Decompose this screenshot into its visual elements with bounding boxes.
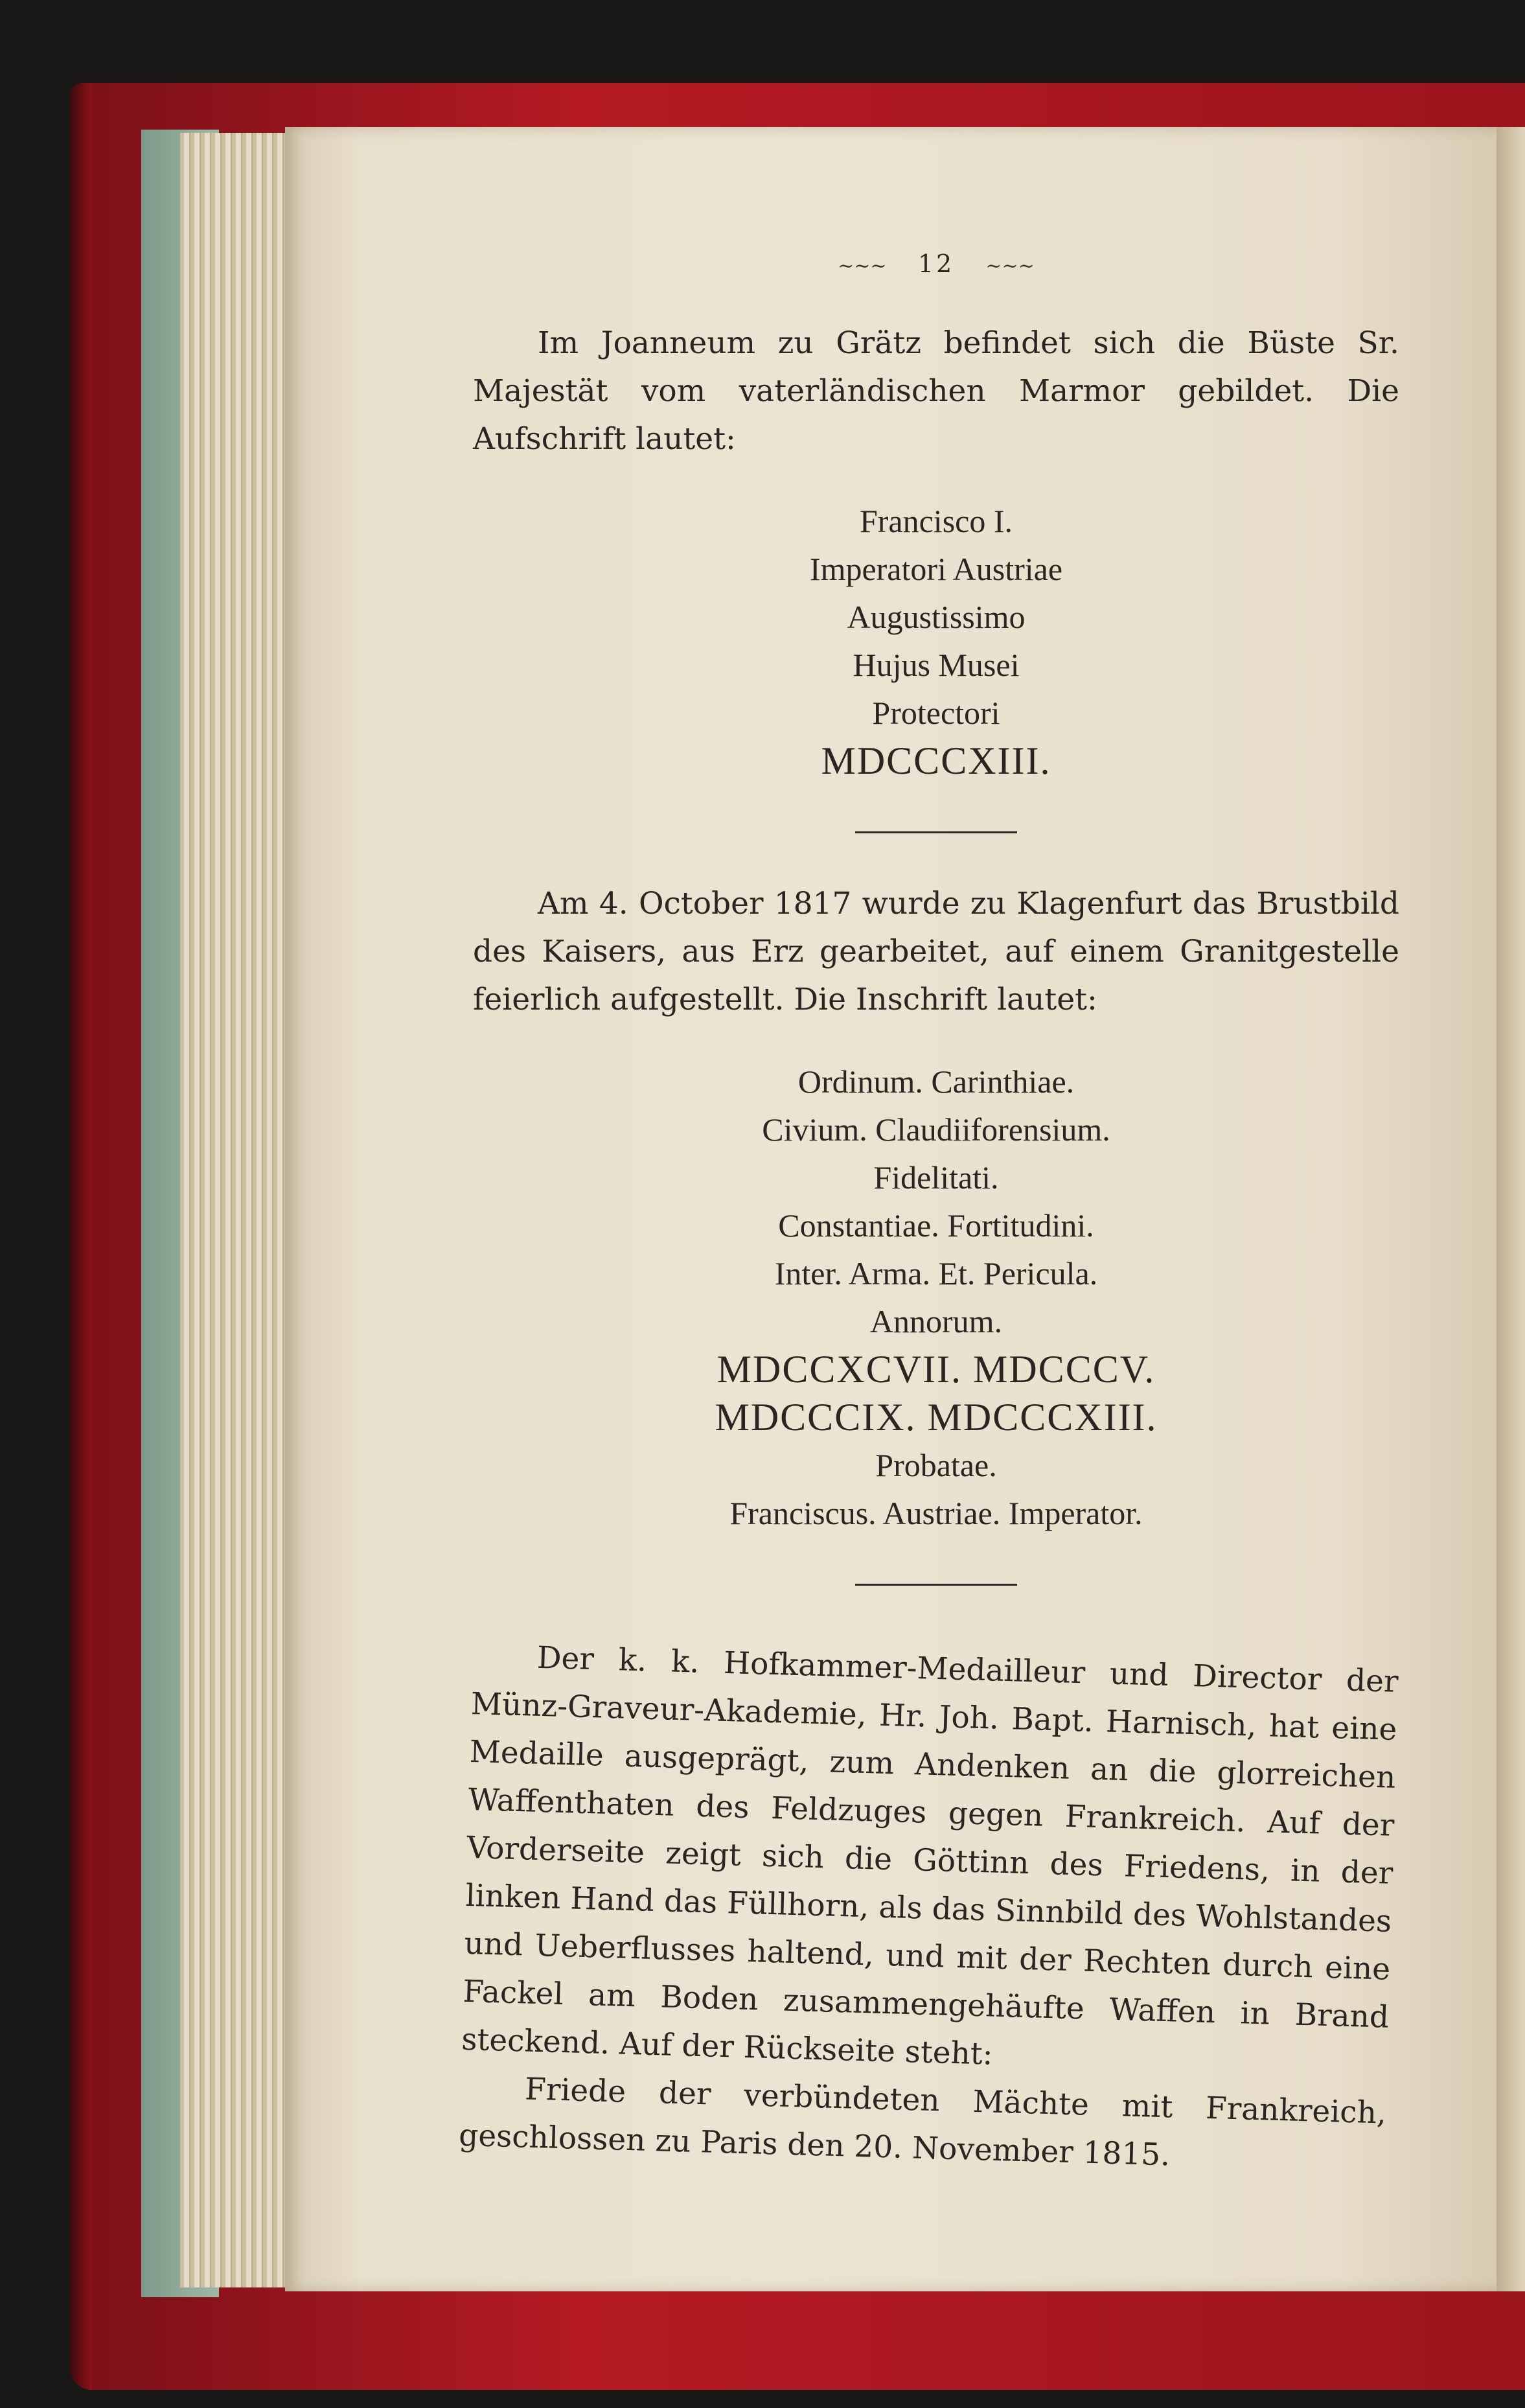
header-ornament-left: ~~~ <box>838 255 887 277</box>
inscription-line: Civium. Claudiiforensium. <box>762 1111 1110 1148</box>
page-fold <box>1496 127 1525 2291</box>
inscription-line: Franciscus. Austriae. Imperator. <box>729 1495 1143 1531</box>
inscription-line: MDCCCXIII. <box>821 739 1051 782</box>
inscription-line: Imperatori Austriae <box>809 551 1063 587</box>
inscription-line: Protectori <box>872 695 1000 731</box>
paragraph-joanneum: Im Joanneum zu Grätz befindet sich die Büste Sr. Majestät vom vaterländischen Marmor gebildet. Die Aufschrift lautet: <box>473 325 1399 457</box>
inscription-line: Francisco I. <box>859 503 1013 539</box>
inscription-line: MDCCCIX. MDCCCXIII. <box>715 1396 1158 1439</box>
inscription-line: Inter. Arma. Et. Pericula. <box>774 1255 1098 1291</box>
page-content <box>458 249 1399 2226</box>
header-ornament-right: ~~~ <box>985 255 1035 277</box>
inscription-graz <box>473 497 1399 785</box>
page-header <box>473 249 1399 278</box>
inscription-line: Hujus Musei <box>853 647 1020 683</box>
inscription-line: Annorum. <box>869 1303 1003 1339</box>
inscription-line: Probatae. <box>875 1447 997 1483</box>
paragraph-medal: Der k. k. Hofkammer-Medailleur und Director der Münz-Graveur-Akademie, Hr. Joh. Bapt. Harnisch, hat eine Medaille ausgeprägt, zum Andenken an die glorreichen Waffenthaten des Feldzuges gegen Frankreich. Auf der Vorderseite zeigt sich die Göttinn des Friedens, in der linken Hand das Füllhorn, als das Sinnbild des Wohlstandes und Ueberflusses haltend, und mit der Rechten durch eine Fackel am Boden zusammengehäufte Waffen in Brand steckend. Auf der Rückseite steht: <box>461 1639 1399 2072</box>
cover-spine <box>70 83 92 2390</box>
page-number: 12 <box>917 249 955 278</box>
inscription-line: Augustissimo <box>847 599 1026 635</box>
inscription-line: Ordinum. Carinthiae. <box>797 1063 1075 1100</box>
paragraph-klagenfurt: Am 4. October 1817 wurde zu Klagenfurt das Brustbild des Kaisers, aus Erz gearbeitet, auf einem Granitgestelle feierlich aufgestellt. Die Inschrift lautet: <box>473 886 1399 1017</box>
paragraph-peace: Friede der verbündeten Mächte mit Frankreich, geschlossen zu Paris den 20. November 1815. <box>458 2071 1387 2173</box>
section-divider <box>855 831 1017 833</box>
inscription-line: Constantiae. Fortitudini. <box>778 1207 1094 1244</box>
inscription-line: MDCCXCVII. MDCCCV. <box>717 1348 1156 1391</box>
section-divider <box>855 1584 1017 1586</box>
page-edges <box>180 133 297 2287</box>
medal-section <box>458 1632 1399 2186</box>
inscription-line: Fidelitati. <box>873 1159 999 1196</box>
inscription-klagenfurt <box>473 1058 1399 1537</box>
